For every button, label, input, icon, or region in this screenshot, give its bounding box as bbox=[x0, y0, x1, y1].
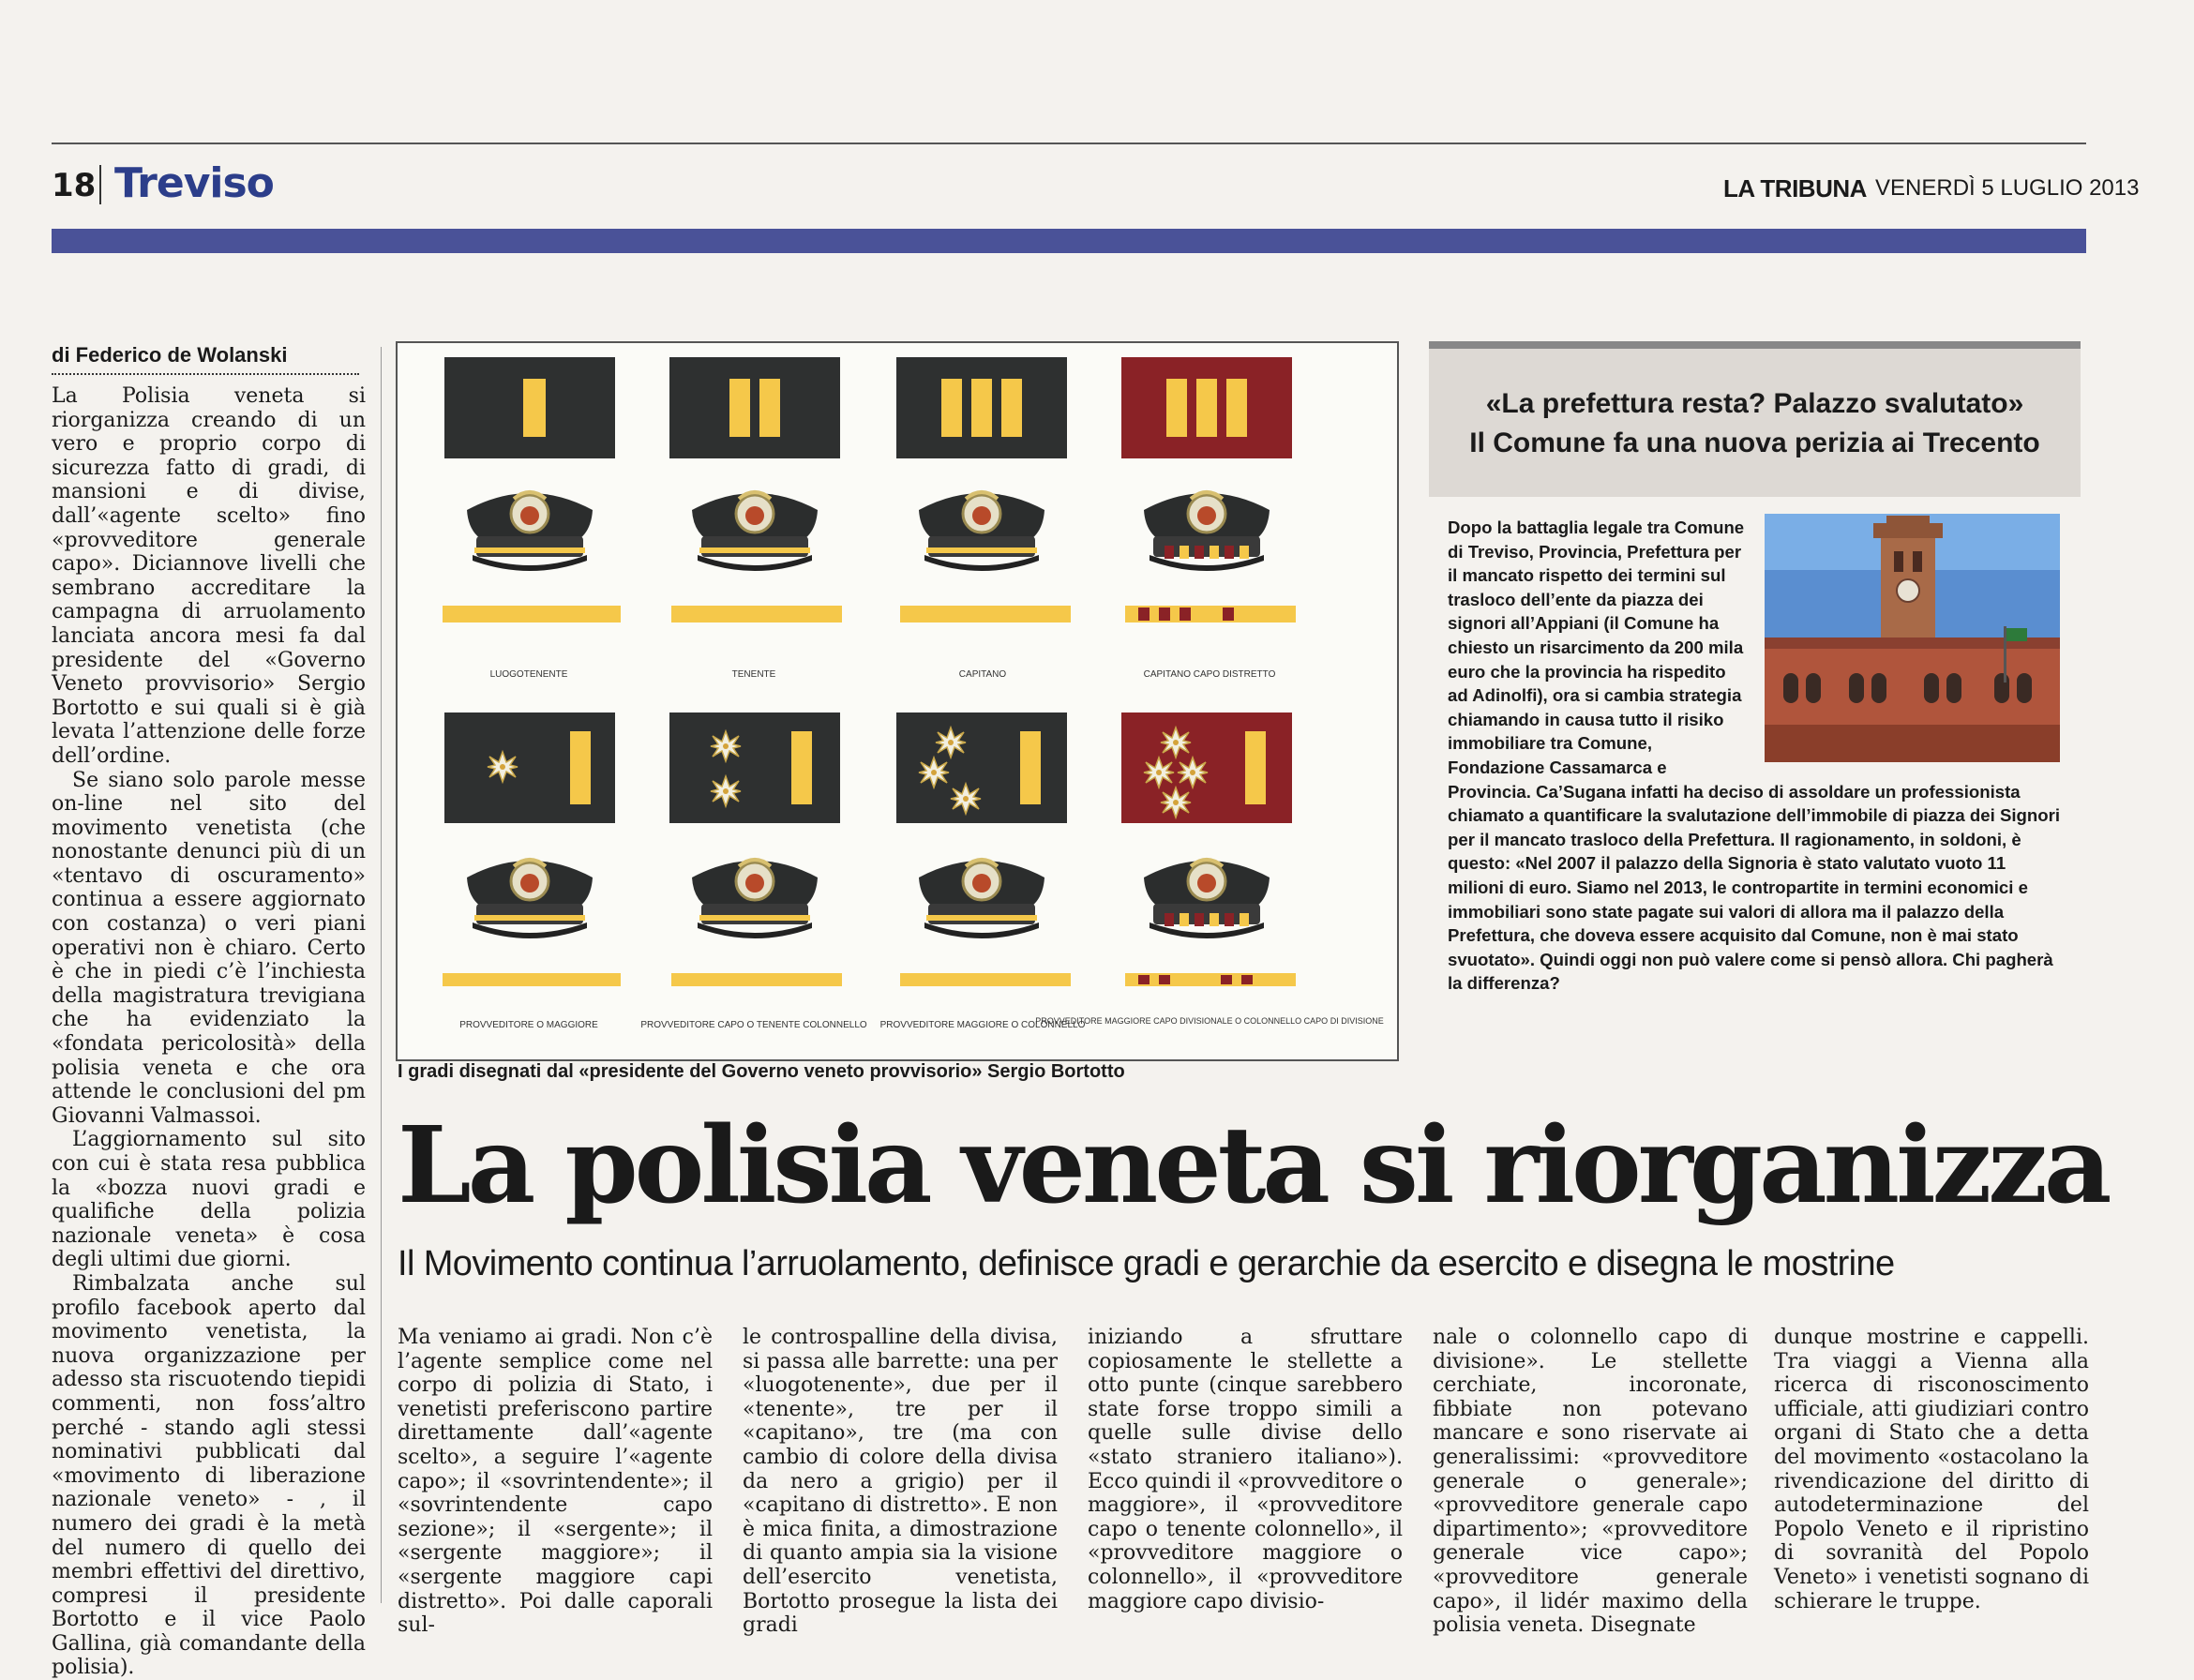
rank-insignia-illustration bbox=[398, 343, 1397, 1059]
sidebar-title-line1: «La prefettura resta? Palazzo svalutato» bbox=[1485, 388, 2024, 419]
paragraph: La Polisia veneta si riorganizza creando di un vero e proprio corpo di sicurezza fatto di gradi, di mansioni e di divise, dall’«agente scelto» fino «provveditore generale capo». Diciannove livelli che sembrano accreditare la campagna di arruolamento lanciata ancora mesi fa dal presidente del «Governo Veneto provvisorio» Sergio Bortotto e sui quali si è già levata l’attenzione delle forze dell’ordine. bbox=[52, 384, 366, 768]
sidebar-text: Dopo la battaglia legale tra Comune di Treviso, Provincia, Prefettura per il mancato rispetto dei termini sul trasloco dell’ente da piazza dei signori all’Appiani (il Comune ha chiesto un risarcimento da 200 mila euro che la provincia ha rispedito ad Adinolfi), ora si cambia strategia chiamando in causa tutto il risiko immobiliare tra Comune, Fondazione Cassamarca e Provincia. Ca’Sugana infatti ha deciso di assoldare un professionista chiamato a quantificare la svalutazione dell’immobile di piazza dei Signori per il mancato trasloco della Prefettura. Il ragionamento, in soldoni, è questo: «Nel 2007 il palazzo della Signoria è stato valutato vuoto 11 milioni di euro. Siamo nel 2013, le contropartite in termini economici e immobiliari sono state pagate sui valori di allora ma il palazzo della Prefettura, che doveva essere acquisito dal Comune, non è mai stato svuotato». Quindi oggi non può valere come si pensò allora. Chi pagherà la differenza? bbox=[1448, 518, 2061, 994]
paragraph: le controspalline della divisa, si passa alle barrette: una per «luogotenente», due per il «tenente», tre per il «capitano», tre (ma con cambio di colore della divisa da nero a grigio) per il «capitano di distretto». E non è mica finita, a dimostrazione di quanto ampia sia la visione dell’esercito venetista, Bortotto prosegue la lista dei gradi bbox=[743, 1326, 1058, 1638]
rank-label: LUOGOTENENTE bbox=[489, 669, 568, 680]
figure-caption: I gradi disegnati dal «presidente del Governo veneto provvisorio» Sergio Bortotto bbox=[398, 1061, 1125, 1082]
section-band bbox=[52, 229, 2086, 253]
insignia-luogotenente bbox=[443, 357, 621, 680]
body-column-4 bbox=[1433, 1326, 1748, 1638]
insignia-tenente bbox=[669, 357, 842, 680]
body-column-2 bbox=[743, 1326, 1058, 1638]
paragraph: dunque mostrine e cappelli. Tra viaggi a Vienna alla ricerca di risconoscimento ufficiale, atti giudiziari contro organi di Stato che a detta del movimento «ostacolano la rivendicazione del diritto di autodeterminazione del Popolo Veneto e il ripristino di sovranità del Popolo Veneto» i venetisti sognano di schierare le truppe. bbox=[1774, 1326, 2089, 1613]
header-rule bbox=[52, 142, 2086, 144]
body-column-5 bbox=[1774, 1326, 2089, 1613]
sidebar-title-line2: Il Comune fa una nuova perizia ai Trecento bbox=[1469, 428, 2040, 458]
sidebar-title bbox=[1438, 384, 2071, 463]
paragraph: Se siano solo parole messe on-line nel sito del movimento venetista (che nonostante denunci più di un «tentavo di oscuramento» continua a essere aggiornato con costanza) o veri piani operativi non è chiaro. Certo è che in piedi c’è l’inchiesta della magistratura trevigiana che ha evidenziato la «fondata pericolosità» della polisia veneta e che ora attende le conclusioni del pm Giovanni Valmassoi. bbox=[52, 768, 366, 1128]
rank-label: CAPITANO bbox=[958, 669, 1007, 680]
insignia-provveditore-maggiore-capo-divisionale bbox=[1035, 712, 1383, 1026]
paragraph: Ma veniamo ai gradi. Non c’è l’agente semplice come nel corpo di polizia di Stato, i venetisti preferiscono partire direttamente dall’«agente scelto», a seguire l’«agente capo»; il «sovrintendente»; il «sovrintendente capo sezione»; il «sergente»; il «sergente maggiore»; il «sergente maggiore capi distretto». Poi dalle caporali sul- bbox=[398, 1326, 713, 1638]
insignia-provveditore-capo bbox=[640, 712, 867, 1030]
paragraph: iniziando a sfruttare copiosamente le stellette a otto punte (cinque sarebbero state forse troppo simili a quelle sulle divise dello «stato straniero italiano»). Ecco quindi il «provveditore o maggiore», il «provveditore capo o tenente colonnello», il «provveditore maggiore o colonnello», il «provveditore maggiore capo divisio- bbox=[1088, 1326, 1403, 1613]
body-column-3 bbox=[1088, 1326, 1403, 1613]
insignia-provveditore-maggiore bbox=[443, 712, 621, 1030]
rank-label: PROVVEDITORE CAPO O TENENTE COLONNELLO bbox=[640, 1020, 867, 1030]
section-title: Treviso bbox=[114, 159, 274, 207]
headline: La polisia veneta si riorganizza bbox=[398, 1104, 2109, 1227]
page-number: 18 bbox=[52, 167, 97, 204]
paragraph: Rimbalzata anche sul profilo facebook aperto dal movimento venetista, la nuova organizzazione per adesso sta riscuotendo tiepidi commenti, non foss’altro perché - stando agli stessi nominativi pubblicati dal «movimento di liberazione nazionale veneto» - , il numero dei gradi è la metà del numero di quello dei membri effettivi del direttivo, compresi il presidente Bortotto e il vice Paolo Gallina, già comandante della polisia). bbox=[52, 1271, 366, 1680]
insignia-capitano-capo-distretto bbox=[1121, 357, 1296, 680]
header-divider bbox=[99, 165, 101, 204]
rank-label: CAPITANO CAPO DISTRETTO bbox=[1143, 669, 1276, 680]
issue-date: VENERDÌ 5 LUGLIO 2013 bbox=[1875, 175, 2140, 201]
insignia-provveditore-maggiore-colonnello bbox=[880, 712, 1086, 1030]
rank-label: PROVVEDITORE MAGGIORE CAPO DIVISIONALE O COLONNELLO CAPO DI DIVISIONE bbox=[1035, 1016, 1384, 1026]
subheadline: Il Movimento continua l’arruolamento, definisce gradi e gerarchie da esercito e disegna le mostrine bbox=[398, 1244, 1895, 1283]
sidebar-article bbox=[1429, 341, 2081, 1058]
left-column bbox=[52, 384, 366, 1680]
insignia-capitano bbox=[896, 357, 1071, 680]
column-rule bbox=[381, 347, 382, 1603]
body-column-1 bbox=[398, 1326, 713, 1638]
byline: di Federico de Wolanski bbox=[52, 343, 359, 375]
paragraph: nale o colonnello capo di divisione». Le stellette cerchiate, incoronate, fibbiate non potevano mancare e sono riservate ai generalissimi: «provveditore generale o generale»; «provveditore generale capo dipartimento»; «provveditore generale vice capo»; «provveditore generale capo», il lidér maximo della polisia veneta. Disegnate bbox=[1433, 1326, 1748, 1638]
sidebar-header bbox=[1429, 341, 2081, 497]
rank-label: TENENTE bbox=[731, 669, 776, 680]
palazzo-photo bbox=[1765, 514, 2060, 762]
rank-insignia-figure bbox=[396, 341, 1399, 1061]
rank-label: PROVVEDITORE MAGGIORE O COLONNELLO bbox=[879, 1020, 1086, 1030]
newspaper-name: LA TRIBUNA bbox=[1723, 174, 1867, 202]
clock-tower-image bbox=[1765, 514, 2060, 762]
paragraph: L’aggiornamento sul sito con cui è stata resa pubblica la «bozza nuovi gradi e qualifiche della polizia nazionale veneta» è cosa degli ultimi due giorni. bbox=[52, 1128, 366, 1272]
rank-label: PROVVEDITORE O MAGGIORE bbox=[459, 1020, 598, 1030]
